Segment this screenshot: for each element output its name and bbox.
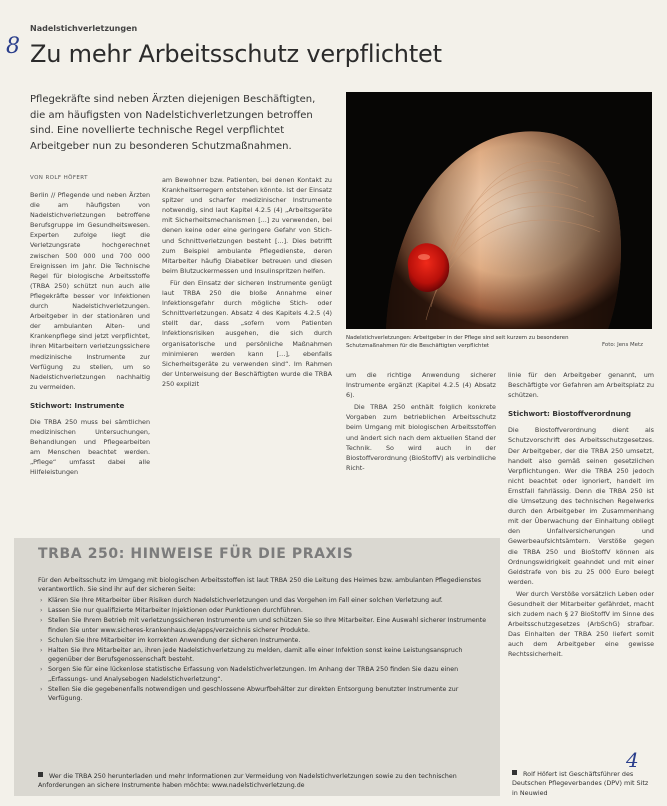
column-2-paragraph-1: am Bewohner bzw. Patienten, bei denen Kontakt zu Krankheitserregern entstehen könnte. Ist der Einsatz spitzer und scharfer medizinischer Instrumente notwendig, sind laut Kapitel 4.2.5 (4) „Arbeitsgeräte mit Sicherheitsmechanismen [...] zu verwenden, bei denen keine oder eine geringere Gefahr von Stich- und Schnittverletzungen besteht [...]. Dies betrifft zum Beispiel ambulante Pflegedienste, deren Mitarbeiter häufig Diabetiker betreuen und diesen beim Blutzuckermessen und Insulinspritzen helfen. [162, 176, 332, 275]
practice-tips-box [14, 538, 500, 796]
text-column-4 [508, 370, 654, 662]
list-item: › Lassen Sie nur qualifizierte Mitarbeiter Injektionen oder Punktionen durchführen. [40, 606, 488, 615]
handwritten-page-number: 4 [626, 748, 639, 772]
column-4-paragraph-1: linie für den Arbeitgeber genannt, um Beschäftigte vor Gefahren am Arbeitsplatz zu schützen. [508, 371, 654, 400]
article-photo [346, 92, 652, 329]
article-byline: VON ROLF HÖFERT [30, 175, 88, 181]
list-item: › Halten Sie Ihre Mitarbeiter an, ihren jede Nadelstichverletzung zu melden, damit alle einer Infektion sonst keine Leistungsanspruch gegenüber der Berufsgenossenschaft besteht. [40, 646, 488, 664]
bullet-square-icon [512, 770, 517, 775]
column-3-paragraph-2: Die TRBA 250 enthält folglich konkrete Vorgaben zum betrieblichen Arbeitsschutz beim Umgang mit biologischen Arbeitsstoffen und ändert sich nach dem aktuellen Stand der Technik. So wird auch in der Biostoffverordnung (BioStoffV) als verbindliche Richt- [346, 403, 496, 472]
box-footer [38, 772, 488, 790]
fingertip-with-blood-drop-image [346, 92, 652, 329]
article-kicker: Nadelstichverletzungen [30, 24, 138, 33]
lead-text: Pflegekräfte sind neben Ärzten diejenigen Beschäftigten, die am häufigsten von Nadelstichverletzungen betroffen sind. Eine novellierte technische Regel verpflichtet Arbeitgeber nun zu besonderen Schutzmaßnahmen. [30, 94, 316, 152]
subheading-instrumente: Stichwort: Instrumente [30, 400, 125, 410]
list-item: › Klären Sie Ihre Mitarbeiter über Risiken durch Nadelstichverletzungen und das Vorgehen im Fall einer solchen Verletzung auf. [40, 596, 488, 605]
text-column-1 [30, 190, 150, 480]
subheading-biostoffverordnung: Stichwort: Biostoffverordnung [508, 409, 631, 419]
list-item: › Stellen Sie die gegebenenfalls notwendigen und geschlossene Abwurfbehälter zur direkten Entsorgung benutzter Instrumente zur Verfügung. [40, 685, 488, 703]
column-4-paragraph-3: Wer durch Verstöße vorsätzlich Leben oder Gesundheit der Mitarbeiter gefährdet, macht sich zudem nach § 27 BioStoffV im Sinne des Arbeitsschutzgesetzes (ArbSchG) strafbar. Das Einhalten der TRBA 250 liefert somit auch dem Arbeitgeber eine gewisse Rechtssicherheit. [508, 589, 654, 659]
box-title: TRBA 250: HINWEISE FÜR DIE PRAXIS [38, 546, 354, 562]
column-2-paragraph-2: Für den Einsatz der sicheren Instrumente genügt laut TRBA 250 die bloße Annahme einer Infektionsgefahr durch mögliche Stich- oder Schnittverletzungen. Absatz 4 des Kapitels 4.2.5 (4) stellt dar, dass „sofern vom Patienten Infektionsrisiken ausgehen, die sich durch organisatorische und persönliche Maßnahmen minimieren werden kann […], ebenfalls Sicherheitsgeräte zu verwenden sind“. Im Rahmen der Unterweisung der Beschäftigten wurde die TRBA 250 explizit [162, 278, 332, 388]
photo-credit: Foto: Jens Metz [602, 342, 643, 348]
tips-list [40, 596, 488, 704]
list-item: › Stellen Sie Ihrem Betrieb mit verletzungssicheren Instrumente um und schützen Sie so Ihre Mitarbeiter. Eine Auswahl sicherer Instrumente finden Sie unter www.sicheres-krankenhaus.de/apps/verzeichnis sicherer Produkte. [40, 616, 488, 634]
column-1-paragraph-2: Die TRBA 250 muss bei sämtlichen medizinischen Untersuchungen, Behandlungen und Pflegearbeiten am Menschen beachtet werden. „Pflege“ umfasst dabei alle Hilfeleistungen [30, 417, 150, 477]
box-footer-text: Wer die TRBA 250 herunterladen und mehr Informationen zur Vermeidung von Nadelstichverletzungen sowie zu den technischen Anforderungen an sichere Instrumente haben möchte: www.nadelstichverletzung.de [38, 773, 457, 790]
list-item: › Schulen Sie Ihre Mitarbeiter im korrekten Anwendung der sicheren Instrumente. [40, 636, 488, 645]
author-bio-text: Rolf Höfert ist Geschäftsführer des Deutschen Pflegeverbandes (DPV) mit Sitz in Neuwied [512, 770, 649, 797]
handwritten-mark: 8 [6, 34, 20, 59]
photo-caption: Nadelstichverletzungen: Arbeitgeber in der Pflege sind seit kurzem zu besonderen Schutzmaßnahmen für die Beschäftigten verpflichtet [346, 335, 569, 350]
bullet-square-icon [38, 772, 43, 777]
text-column-2 [162, 175, 332, 391]
column-4-paragraph-2: Die Biostoffverordnung dient als Schutzvorschrift des Arbeitsschutzgesetzes. Der Arbeitgeber, der die TRBA 250 umsetzt, handelt also gemäß seinen gesetzlichen Verpflichtungen. Wer die TRBA 250 jedoch nicht beachtet oder ignoriert, handelt im Ernstfall fahrlässig. Denn die TRBA 250 ist die Umsetzung des technischen Regelwerks durch den Arbeitgeber im Zusammenhang mit der Überwachung der Einhaltung obliegt den Unfallversicherungen und Gewerbeaufsichtsämtern. Verstöße gegen die TRBA 250 und BioStoffV können als Ordnungswidrigkeit geahndet und mit einer Geldstrafe von bis zu 25 000 Euro belegt werden. [508, 426, 654, 586]
author-bio [512, 770, 652, 798]
list-item: › Sorgen Sie für eine lückenlose statistische Erfassung von Nadelstichverletzungen. Im Anhang der TRBA 250 finden Sie dazu einen „Erfassungs- und Analysebogen Nadelstichverletzung“. [40, 665, 488, 683]
column-1-paragraph-1: Berlin // Pflegende und neben Ärzten die am häufigsten von Nadelstichverletzungen betroffene Berufsgruppe im Gesundheitswesen. Experten zufolge liegt die Verletzungsrate hochgerechnet zwischen 500 000 und 700 000 Ereignissen im Jahr. Die Technische Regel für biologische Arbeitsstoffe (TRBA 250) schützt nun auch alle Pflegekräfte besser vor Infektionen durch Nadelstichverletzungen. Arbeitgeber in der stationären und der ambulanten Alten- und Krankenpflege sind jetzt verpflichtet, ihren Mitarbeitern verletzungssichere medizinische Instrumente zur Verfügung zu stellen, um so Nadelstichverletzungen nachhaltig zu vermeiden. [30, 191, 150, 391]
text-column-3 [346, 370, 496, 475]
article-headline: Zu mehr Arbeitsschutz verpflichtet [30, 40, 442, 68]
column-3-paragraph-1: um die richtige Anwendung sicherer Instrumente ergänzt (Kapitel 4.2.5 (4) Absatz 6). [346, 371, 496, 400]
article-lead [30, 92, 330, 154]
box-intro: Für den Arbeitsschutz im Umgang mit biologischen Arbeitsstoffen ist laut TRBA 250 die Leitung des Heimes bzw. ambulanten Pflegedienstes verantwortlich. Sie sind ihr auf der sicheren Seite: [38, 577, 482, 594]
